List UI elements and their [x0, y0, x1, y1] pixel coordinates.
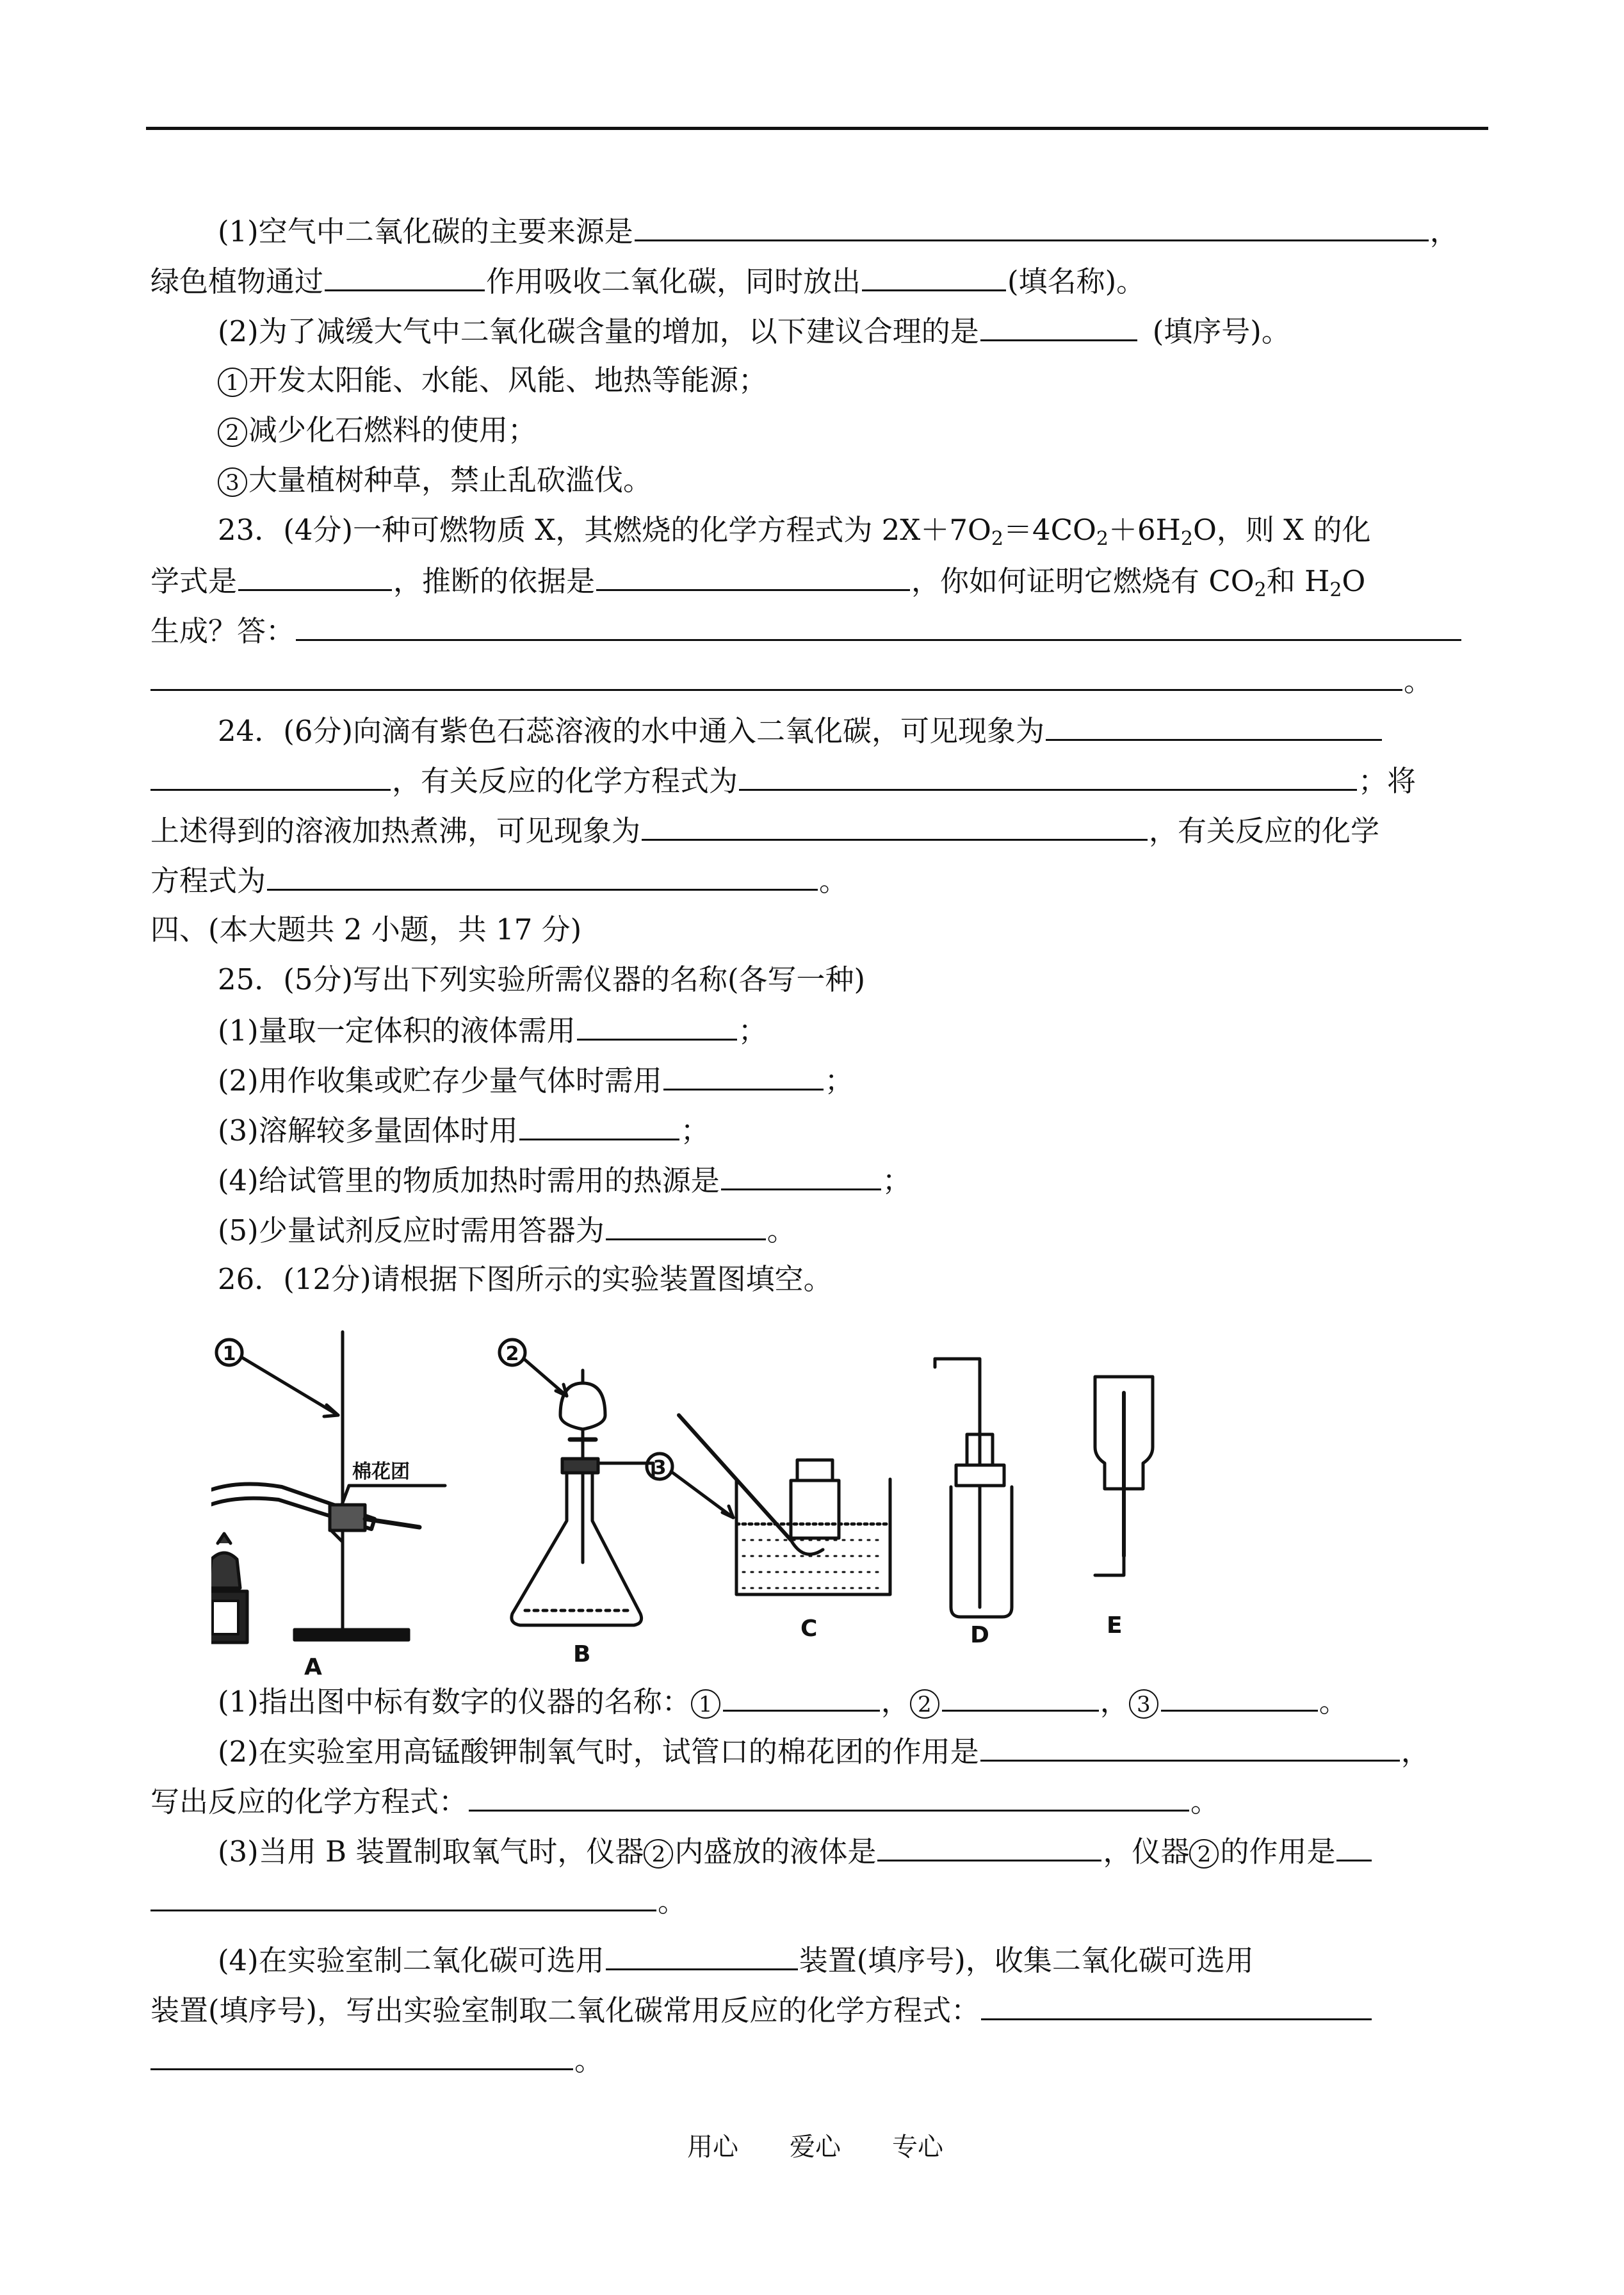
alcohol-lamp	[211, 1534, 240, 1588]
answer-blank[interactable]	[150, 2040, 573, 2070]
q22-text: (填名称)。	[1007, 264, 1146, 298]
q22-text: (2)为了减缓大气中二氧化碳含量的增加，以下建议合理的是	[218, 314, 979, 348]
q24-line-2	[150, 761, 1416, 800]
q23-text: O	[1342, 564, 1366, 598]
q26-text: 26．(12分)请根据下图所示的实验装置图填空。	[218, 1262, 832, 1296]
q26-sub-4c	[150, 2040, 603, 2080]
q25-text: (5)少量试剂反应时需用答器为	[218, 1213, 605, 1247]
inverted-bottle	[791, 1480, 839, 1538]
q22-option-3	[218, 461, 652, 499]
figure-number-3: 3	[653, 1457, 667, 1479]
label-d: D	[970, 1622, 989, 1648]
q22-text: 作用吸收二氧化碳，同时放出	[486, 264, 861, 298]
answer-blank[interactable]	[721, 1160, 881, 1190]
q26-text: ，仪器	[1103, 1835, 1190, 1869]
punct: 。	[574, 2043, 604, 2077]
punct: 。	[767, 1213, 796, 1247]
answer-blank[interactable]	[596, 561, 910, 591]
q22-option-1	[218, 361, 767, 400]
cotton-label: 棉花团	[352, 1461, 410, 1483]
punct: 。	[1190, 1785, 1220, 1819]
q25-text: (4)给试管里的物质加热时需用的热源是	[218, 1164, 720, 1197]
flask-stopper	[562, 1459, 598, 1473]
option-text: 开发太阳能、水能、风能、地热等能源；	[248, 363, 768, 397]
q26-text: (1)指出图中标有数字的仪器的名称：	[218, 1685, 691, 1719]
punct: ，	[1401, 1735, 1430, 1769]
punct: 。	[1319, 1685, 1348, 1719]
q23-line-3	[150, 611, 1463, 651]
q24-text: ，有关反应的化学	[1149, 814, 1380, 848]
punct: 。	[819, 864, 849, 898]
circled-number: 1	[218, 368, 247, 397]
apparatus-c	[647, 1415, 890, 1642]
stand-base	[295, 1630, 409, 1640]
q24-line-3	[150, 811, 1379, 850]
q23-text: O，则 X 的化	[1192, 513, 1371, 547]
q23-text: ，推断的依据是	[393, 564, 596, 598]
punct: ；	[882, 1164, 911, 1197]
page-footer	[687, 2131, 995, 2163]
answer-blank[interactable]	[1336, 1831, 1372, 1861]
q26-sub-2	[218, 1731, 1430, 1771]
label-e: E	[1107, 1612, 1123, 1639]
answer-blank[interactable]	[325, 261, 485, 291]
answer-blank[interactable]	[150, 661, 1402, 691]
q26-sub-2b	[150, 1781, 1219, 1821]
q25-item-1	[218, 1010, 767, 1050]
d-stopper	[956, 1465, 1004, 1486]
q24-text: 24．(6分)向滴有紫色石蕊溶液的水中通入二氧化碳，可见现象为	[218, 714, 1045, 748]
q23-text: ，你如何证明它燃烧有 CO	[911, 564, 1255, 598]
q24-text: 方程式为	[150, 864, 266, 898]
figure-number-1: 1	[222, 1343, 236, 1365]
answer-blank[interactable]	[663, 1060, 824, 1091]
answer-blank[interactable]	[980, 311, 1137, 341]
water-texture	[743, 1540, 884, 1588]
q23-line-2	[150, 561, 1365, 601]
lamp-block-window	[213, 1601, 238, 1634]
q25-text: (2)用作收集或贮存少量气体时需用	[218, 1064, 662, 1098]
answer-blank[interactable]	[267, 861, 818, 891]
answer-blank[interactable]	[877, 1831, 1101, 1861]
answer-blank[interactable]	[980, 1731, 1400, 1762]
q22-option-2	[218, 411, 537, 450]
q25-item-4	[218, 1160, 911, 1200]
label-c: C	[800, 1616, 818, 1642]
circled-number: 3	[218, 467, 247, 497]
answer-blank[interactable]	[981, 1990, 1372, 2020]
apparatus-figure	[211, 1319, 1268, 1678]
punct: ；	[680, 1114, 710, 1148]
q22-text: (填序号)。	[1152, 314, 1290, 348]
q26-text: 装置(填序号)，写出实验室制取二氧化碳常用反应的化学方程式：	[150, 1993, 980, 2027]
q24-line-4	[150, 861, 848, 900]
q26-text: 内盛放的液体是	[674, 1835, 877, 1869]
q23-text: ＝4CO	[1003, 513, 1096, 547]
q26-text: (4)在实验室制二氧化碳可选用	[218, 1943, 605, 1977]
label-b: B	[573, 1641, 591, 1667]
q23-line-1	[218, 511, 1371, 549]
q22-text: (1)空气中二氧化碳的主要来源是	[218, 215, 633, 248]
answer-blank[interactable]	[606, 1210, 766, 1240]
answer-blank[interactable]	[238, 561, 392, 591]
arrowhead-1	[324, 1405, 338, 1416]
q26-text: (2)在实验室用高锰酸钾制氧气时，试管口的棉花团的作用是	[218, 1735, 979, 1769]
e-bent-tube	[1095, 1556, 1124, 1575]
label-a: A	[304, 1654, 322, 1678]
q24-text: ，有关反应的化学方程式为	[392, 764, 738, 798]
answer-blank[interactable]	[606, 1940, 798, 1970]
punct: ，	[1100, 1685, 1129, 1719]
q23-text: 生成？答：	[150, 614, 295, 648]
circled-number: 2	[218, 418, 247, 447]
clamp	[330, 1505, 365, 1530]
footer-text: 用心	[687, 2132, 738, 2162]
q25-text: (1)量取一定体积的液体需用	[218, 1014, 576, 1048]
q24-line-1	[218, 711, 1383, 750]
q24-text: 上述得到的溶液加热煮沸，可见现象为	[150, 814, 641, 848]
q26-title	[218, 1260, 832, 1299]
q25-item-5	[218, 1210, 796, 1250]
q26-text: 装置(填序号)，收集二氧化碳可选用	[799, 1943, 1254, 1977]
separatory-funnel	[560, 1383, 605, 1429]
answer-blank[interactable]	[1161, 1682, 1318, 1712]
answer-blank[interactable]	[642, 811, 1148, 841]
option-text: 减少化石燃料的使用；	[248, 413, 537, 447]
subscript: 2	[1096, 528, 1108, 550]
answer-blank[interactable]	[150, 1881, 656, 1911]
q25-text: (3)溶解较多量固体时用	[218, 1114, 518, 1148]
gas-bottle-top	[797, 1460, 832, 1480]
q22-line-3	[218, 311, 1290, 351]
pointer-arrow-3	[671, 1472, 733, 1518]
punct: ；	[824, 1064, 854, 1098]
answer-blank[interactable]	[469, 1781, 1189, 1812]
apparatus-b	[499, 1340, 653, 1667]
q24-text: ；将	[1358, 764, 1417, 798]
apparatus-d	[935, 1359, 1012, 1648]
q26-sub-3b	[150, 1881, 686, 1921]
q22-line-1	[218, 211, 1459, 251]
q26-text: 的作用是	[1220, 1835, 1336, 1869]
subscript: 2	[1329, 579, 1342, 601]
b-delivery-tube	[598, 1463, 653, 1476]
answer-blank[interactable]	[150, 761, 391, 791]
punct: 。	[658, 1885, 687, 1918]
q23-text: 23．(4分)一种可燃物质 X，其燃烧的化学方程式为 2X＋7O	[218, 513, 991, 547]
q26-text: (3)当用 B 装置制取氧气时，仪器	[218, 1835, 644, 1869]
q26-text: 写出反应的化学方程式：	[150, 1785, 468, 1819]
answer-blank[interactable]	[942, 1682, 1099, 1712]
subscript: 2	[991, 528, 1003, 550]
figure-number-2: 2	[505, 1343, 519, 1365]
q26-sub-4	[218, 1940, 1254, 1980]
answer-blank[interactable]	[1046, 711, 1382, 741]
footer-text: 专心	[892, 2132, 943, 2162]
q26-sub-1: (1)指出图中标有数字的仪器的名称： 1 ， 2 ， 3 。	[218, 1682, 1348, 1721]
apparatus-a	[211, 1332, 445, 1678]
q22-line-2	[150, 261, 1145, 301]
punct: ，	[1429, 215, 1459, 248]
tube-end	[791, 1540, 823, 1554]
punct: 。	[1404, 664, 1433, 698]
punct: ；	[738, 1014, 767, 1048]
section-title: 四、(本大题共 2 小题，共 17 分)	[150, 912, 582, 946]
answer-blank[interactable]	[635, 211, 1429, 241]
q23-text: ＋6H	[1108, 513, 1181, 547]
answer-blank[interactable]	[723, 1682, 880, 1712]
q23-text: 学式是	[150, 564, 238, 598]
subscript: 2	[1254, 579, 1267, 601]
footer-text: 爱心	[790, 2132, 841, 2162]
option-text: 大量植树种草，禁止乱砍滥伐。	[248, 463, 653, 497]
section-heading	[150, 911, 581, 949]
q26-sub-3: (3)当用 B 装置制取氧气时，仪器 2 内盛放的液体是 ，仪器 2 的作用是	[218, 1831, 1373, 1871]
erlenmeyer-flask	[512, 1463, 642, 1625]
q25-item-3	[218, 1110, 710, 1150]
q25-title	[218, 961, 865, 999]
answer-blank[interactable]	[519, 1110, 679, 1140]
answer-blank[interactable]	[739, 761, 1357, 791]
q23-text: 和 H	[1266, 564, 1330, 598]
q26-sub-4b	[150, 1990, 1373, 2030]
pointer-arrow-1	[242, 1358, 338, 1415]
q23-line-4	[150, 661, 1433, 701]
apparatus-e	[1095, 1377, 1153, 1639]
subscript: 2	[1180, 528, 1193, 550]
header-rule	[146, 127, 1488, 130]
answer-blank[interactable]	[862, 261, 1006, 291]
q22-text: 绿色植物通过	[150, 264, 324, 298]
punct: ，	[881, 1685, 910, 1719]
q25-text: 25．(5分)写出下列实验所需仪器的名称(各写一种)	[218, 962, 866, 996]
answer-blank[interactable]	[577, 1010, 737, 1041]
q25-item-2	[218, 1060, 854, 1100]
pointer-arrow-2	[524, 1359, 567, 1396]
answer-blank[interactable]	[296, 611, 1461, 641]
